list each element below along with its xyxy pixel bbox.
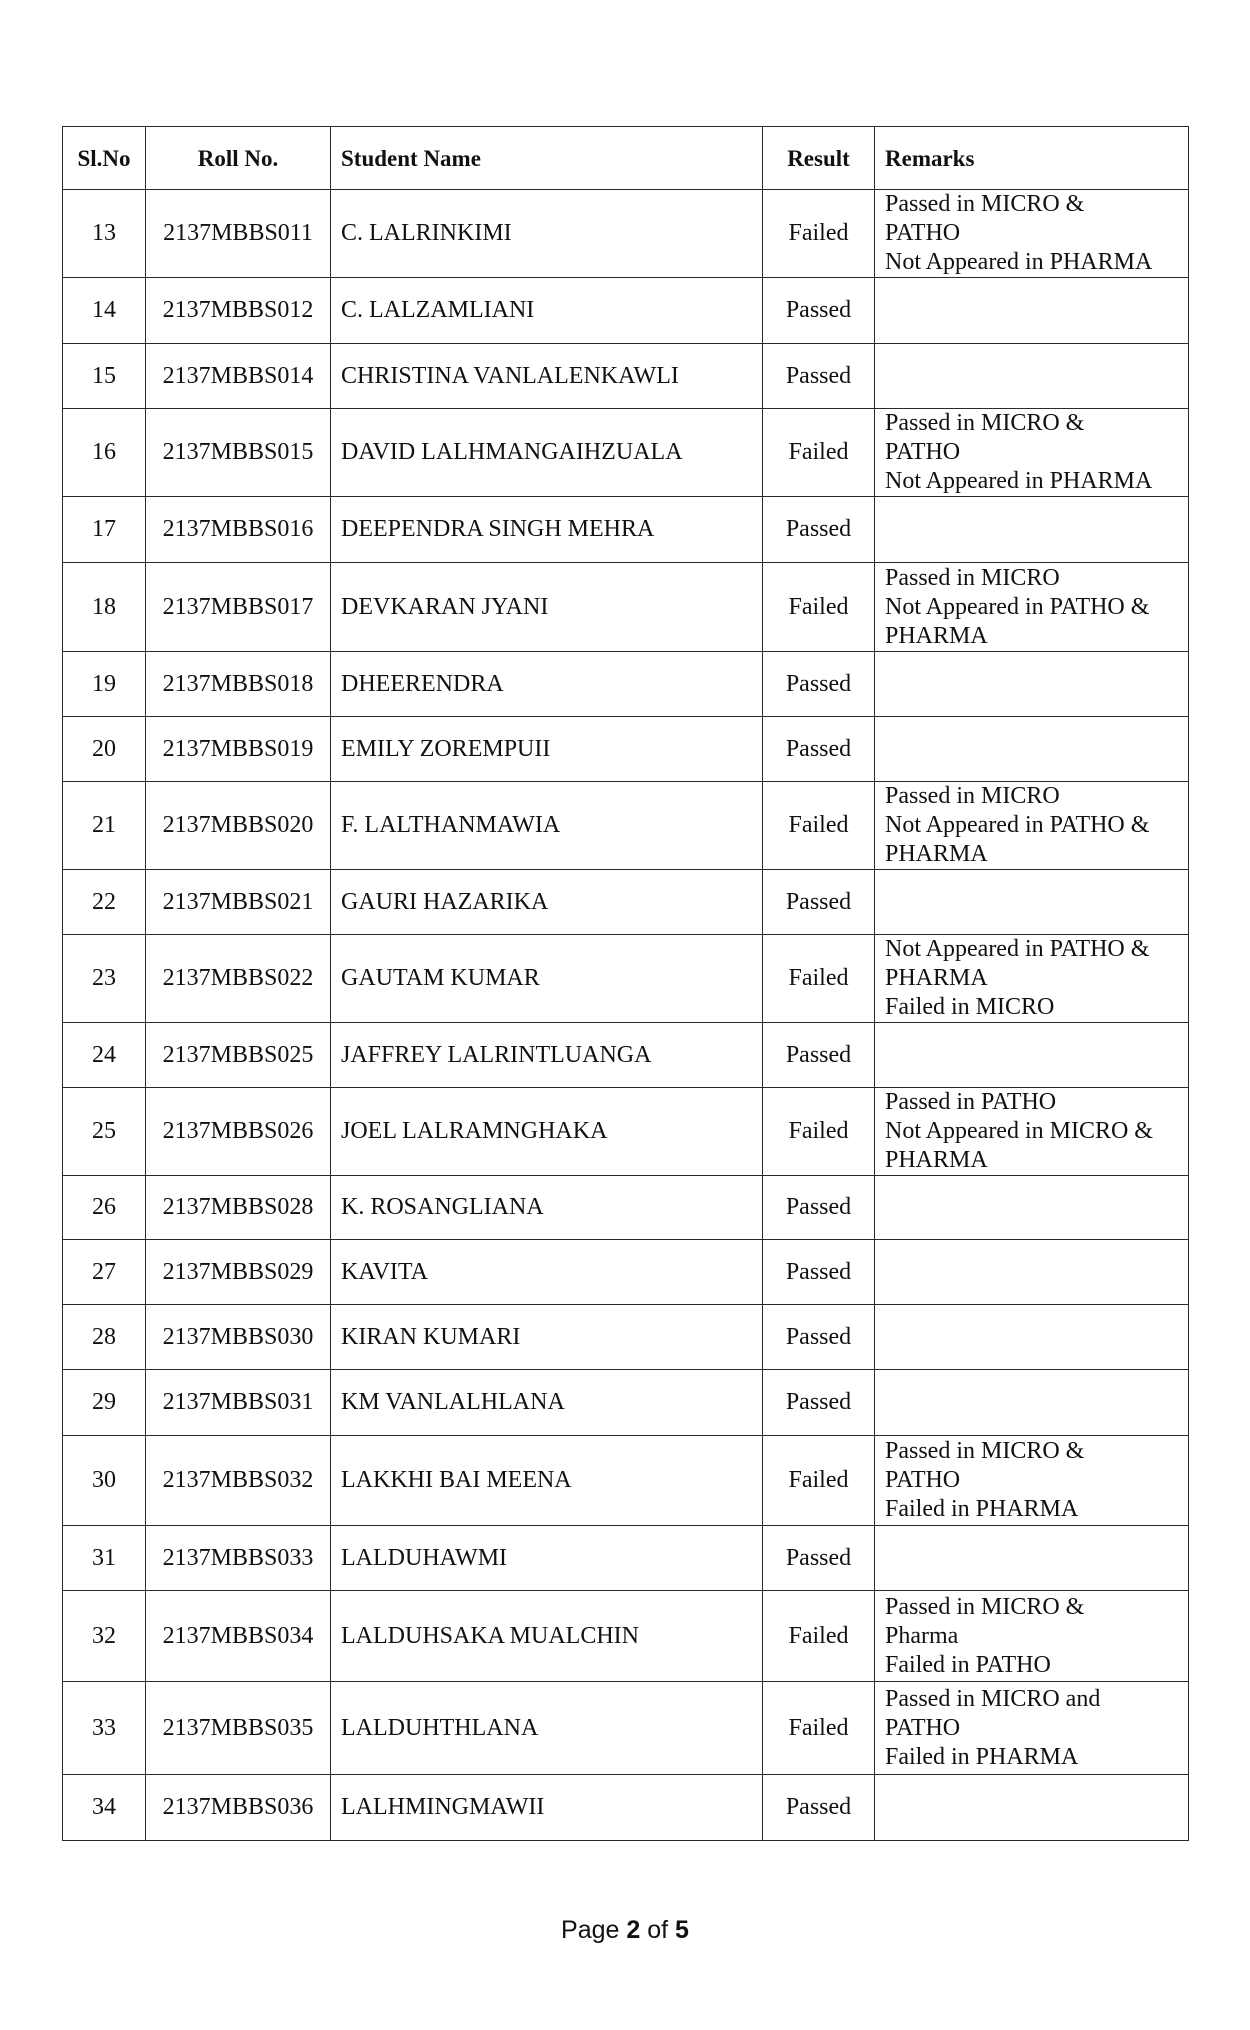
result-cell: Failed [763,409,875,497]
table-header-row [63,127,1189,190]
serial-number-cell: 29 [63,1370,146,1436]
roll-number-cell: 2137MBBS036 [146,1775,331,1841]
remarks-line: PATHO [885,220,961,246]
serial-number-cell: 21 [63,782,146,870]
serial-number-cell: 24 [63,1023,146,1088]
result-cell: Passed [763,1023,875,1088]
remarks-cell [875,1682,1189,1775]
student-name-cell: EMILY ZOREMPUII [331,717,763,782]
student-name-cell: DEVKARAN JYANI [331,563,763,652]
table-row [63,935,1189,1023]
student-name-cell: K. ROSANGLIANA [331,1176,763,1240]
remarks-cell [875,782,1189,870]
header-roll-no: Roll No. [146,127,331,190]
roll-number-cell: 2137MBBS031 [146,1370,331,1436]
roll-number-cell: 2137MBBS015 [146,409,331,497]
table-row [63,1682,1189,1775]
remarks-line: Passed in MICRO [885,564,1060,591]
result-cell: Passed [763,870,875,935]
results-table [62,126,1189,1841]
remarks-line: Passed in MICRO & [885,410,1085,436]
serial-number-cell: 23 [63,935,146,1023]
roll-number-cell: 2137MBBS019 [146,717,331,782]
student-name-cell: LALHMINGMAWII [331,1775,763,1841]
remarks-cell [875,563,1189,652]
table-row [63,1526,1189,1591]
serial-number-cell: 26 [63,1176,146,1240]
remarks-line: Failed in PHARMA [885,1743,1079,1770]
serial-number-cell: 33 [63,1682,146,1775]
remarks-cell [875,278,1189,344]
table-row [63,1591,1189,1682]
table-row [63,190,1189,278]
remarks-line: PATHO [885,1714,961,1741]
roll-number-cell: 2137MBBS032 [146,1436,331,1526]
roll-number-cell: 2137MBBS025 [146,1023,331,1088]
serial-number-cell: 22 [63,870,146,935]
table-row [63,1088,1189,1176]
remarks-line: Passed in MICRO [885,783,1060,809]
table-row [63,1240,1189,1305]
roll-number-cell: 2137MBBS016 [146,497,331,563]
student-name-cell: CHRISTINA VANLALENKAWLI [331,344,763,409]
remarks-cell [875,1088,1189,1176]
remarks-cell [875,1526,1189,1591]
serial-number-cell: 19 [63,652,146,717]
result-cell: Failed [763,1682,875,1775]
table-row [63,1023,1189,1088]
result-cell: Failed [763,563,875,652]
roll-number-cell: 2137MBBS029 [146,1240,331,1305]
roll-number-cell: 2137MBBS017 [146,563,331,652]
result-cell: Failed [763,1436,875,1526]
of-label: of [647,1916,669,1944]
remarks-cell [875,717,1189,782]
remarks-line: Not Appeared in MICRO & [885,1118,1153,1144]
roll-number-cell: 2137MBBS035 [146,1682,331,1775]
result-cell: Failed [763,935,875,1023]
student-name-cell: LALDUHTHLANA [331,1682,763,1775]
remarks-line: PHARMA [885,1147,988,1173]
roll-number-cell: 2137MBBS011 [146,190,331,278]
table-body [63,190,1189,1841]
remarks-line: Passed in MICRO & [885,1438,1085,1464]
roll-number-cell: 2137MBBS012 [146,278,331,344]
remarks-cell [875,497,1189,563]
remarks-cell [875,1240,1189,1305]
student-name-cell: KM VANLALHLANA [331,1370,763,1436]
result-cell: Passed [763,1240,875,1305]
table-row [63,1305,1189,1370]
remarks-cell [875,190,1189,278]
student-name-cell: DEEPENDRA SINGH MEHRA [331,497,763,563]
student-name-cell: DHEERENDRA [331,652,763,717]
result-cell: Failed [763,1088,875,1176]
remarks-cell [875,1305,1189,1370]
remarks-cell [875,935,1189,1023]
result-cell: Passed [763,717,875,782]
remarks-line: Passed in PATHO [885,1089,1057,1115]
roll-number-cell: 2137MBBS028 [146,1176,331,1240]
result-cell: Passed [763,652,875,717]
serial-number-cell: 30 [63,1436,146,1526]
page-label: Page [561,1916,620,1944]
header-student-name: Student Name [331,127,763,190]
table-row [63,782,1189,870]
table-row [63,1370,1189,1436]
roll-number-cell: 2137MBBS034 [146,1591,331,1682]
result-cell: Passed [763,1370,875,1436]
current-page-number: 2 [626,1916,641,1944]
roll-number-cell: 2137MBBS021 [146,870,331,935]
serial-number-cell: 27 [63,1240,146,1305]
table-row [63,717,1189,782]
remarks-cell [875,1775,1189,1841]
serial-number-cell: 17 [63,497,146,563]
roll-number-cell: 2137MBBS014 [146,344,331,409]
table-row [63,497,1189,563]
result-cell: Passed [763,1305,875,1370]
roll-number-cell: 2137MBBS022 [146,935,331,1023]
result-cell: Passed [763,278,875,344]
remarks-cell [875,1023,1189,1088]
remarks-cell [875,1176,1189,1240]
serial-number-cell: 18 [63,563,146,652]
remarks-line: PATHO [885,1467,961,1493]
result-cell: Failed [763,782,875,870]
table-row [63,1436,1189,1526]
serial-number-cell: 25 [63,1088,146,1176]
roll-number-cell: 2137MBBS033 [146,1526,331,1591]
remarks-line: Passed in MICRO & [885,191,1085,217]
remarks-line: Failed in PATHO [885,1651,1051,1678]
serial-number-cell: 31 [63,1526,146,1591]
table-row [63,1176,1189,1240]
result-cell: Passed [763,1526,875,1591]
header-sl-no: Sl.No [63,127,146,190]
student-name-cell: LALDUHSAKA MUALCHIN [331,1591,763,1682]
result-cell: Passed [763,1775,875,1841]
roll-number-cell: 2137MBBS018 [146,652,331,717]
result-cell: Passed [763,344,875,409]
table-row [63,870,1189,935]
remarks-cell [875,409,1189,497]
remarks-line: PHARMA [885,622,988,649]
serial-number-cell: 20 [63,717,146,782]
remarks-line: Failed in PHARMA [885,1496,1079,1522]
student-name-cell: LAKKHI BAI MEENA [331,1436,763,1526]
student-name-cell: JAFFREY LALRINTLUANGA [331,1023,763,1088]
remarks-cell [875,652,1189,717]
student-name-cell: C. LALRINKIMI [331,190,763,278]
student-name-cell: LALDUHAWMI [331,1526,763,1591]
remarks-line: PHARMA [885,841,988,867]
serial-number-cell: 14 [63,278,146,344]
result-cell: Failed [763,1591,875,1682]
remarks-line: PHARMA [885,965,988,991]
serial-number-cell: 16 [63,409,146,497]
serial-number-cell: 34 [63,1775,146,1841]
remarks-line: Not Appeared in PHARMA [885,468,1153,494]
table-row [63,409,1189,497]
student-name-cell: C. LALZAMLIANI [331,278,763,344]
serial-number-cell: 13 [63,190,146,278]
roll-number-cell: 2137MBBS020 [146,782,331,870]
table-row [63,563,1189,652]
student-name-cell: F. LALTHANMAWIA [331,782,763,870]
remarks-line: Failed in MICRO [885,994,1055,1020]
result-cell: Failed [763,190,875,278]
remarks-cell [875,870,1189,935]
student-name-cell: GAURI HAZARIKA [331,870,763,935]
remarks-cell [875,344,1189,409]
serial-number-cell: 32 [63,1591,146,1682]
remarks-line: Not Appeared in PATHO & [885,593,1150,620]
student-name-cell: DAVID LALHMANGAIHZUALA [331,409,763,497]
serial-number-cell: 28 [63,1305,146,1370]
student-name-cell: KAVITA [331,1240,763,1305]
remarks-line: Not Appeared in PATHO & [885,936,1150,962]
table-row [63,344,1189,409]
student-name-cell: KIRAN KUMARI [331,1305,763,1370]
table-row [63,1775,1189,1841]
table-row [63,652,1189,717]
remarks-cell [875,1370,1189,1436]
remarks-line: Passed in MICRO & [885,1593,1085,1620]
remarks-cell [875,1436,1189,1526]
remarks-cell [875,1591,1189,1682]
roll-number-cell: 2137MBBS026 [146,1088,331,1176]
result-cell: Passed [763,1176,875,1240]
header-result: Result [763,127,875,190]
roll-number-cell: 2137MBBS030 [146,1305,331,1370]
header-remarks: Remarks [875,127,1189,190]
remarks-line: PATHO [885,439,961,465]
serial-number-cell: 15 [63,344,146,409]
table-row [63,278,1189,344]
page-footer [0,1916,1250,1945]
remarks-line: Not Appeared in PATHO & [885,812,1150,838]
student-name-cell: GAUTAM KUMAR [331,935,763,1023]
remarks-line: Pharma [885,1622,959,1649]
student-name-cell: JOEL LALRAMNGHAKA [331,1088,763,1176]
result-cell: Passed [763,497,875,563]
remarks-line: Passed in MICRO and [885,1685,1101,1712]
total-pages-number: 5 [675,1916,689,1944]
remarks-line: Not Appeared in PHARMA [885,249,1153,275]
